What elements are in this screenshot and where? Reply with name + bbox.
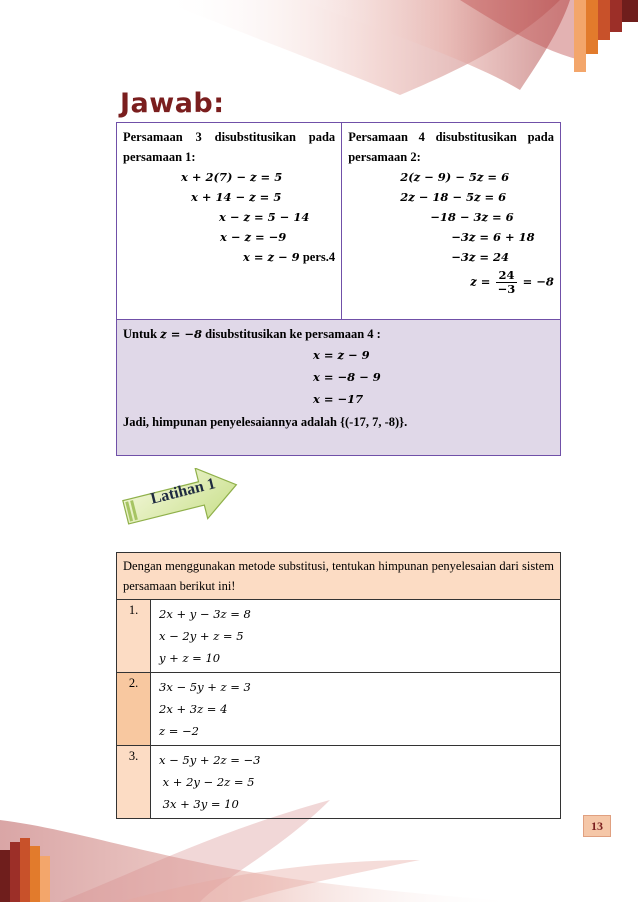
right-eq-4: −3z = 6 + 18 (451, 230, 535, 244)
exercise-3-eq-3: 3x + 3y = 10 (159, 797, 239, 811)
right-eq-5: −3z = 24 (451, 250, 510, 264)
exercise-2-eq-1: 3x − 5y + z = 3 (159, 680, 251, 694)
fraction (496, 269, 516, 296)
right-eq-3: −18 − 3z = 6 (430, 210, 514, 224)
left-eq-4: x − z = −9 (220, 230, 287, 244)
fraction-rhs: = −8 (522, 274, 554, 289)
left-eq-suffix: pers.4 (299, 250, 336, 264)
exercise-2-eq-3: z = −2 (159, 724, 199, 738)
fraction-numerator: 24 (498, 268, 515, 282)
right-intro-1: Persamaan 4 disubstitusikan pada (348, 130, 554, 144)
exercise-3-eq-2: x + 2y − 2z = 5 (159, 775, 255, 789)
left-eq-1: x + 2(7) − z = 5 (181, 170, 283, 184)
bottom-eq-2: x = −8 − 9 (313, 370, 381, 384)
bottom-intro-post: disubstitusikan ke persamaan 4 : (205, 327, 381, 341)
right-intro-2: persamaan 2: (348, 150, 421, 164)
left-eq-2: x + 14 − z = 5 (191, 190, 282, 204)
right-eq-2: 2z − 18 − 5z = 6 (400, 190, 507, 204)
exercise-table (116, 552, 561, 819)
page-number: 13 (583, 815, 611, 837)
bottom-intro-math: z = −8 (160, 327, 202, 341)
right-eq-1: 2(z − 9) − 5z = 6 (400, 170, 510, 184)
exercise-1-eq-3: y + z = 10 (159, 651, 221, 665)
exercise-item-3 (117, 746, 561, 819)
exercise-instruction: Dengan menggunakan metode substitusi, tentukan himpunan penyelesaian dari sistem persamaan berikut ini! (117, 553, 561, 600)
bottom-intro (123, 324, 554, 344)
solution-table (116, 122, 561, 456)
exercise-item-2 (117, 673, 561, 746)
exercise-3-eq-1: x − 5y + 2z = −3 (159, 753, 261, 767)
exercise-num-2: 2. (117, 673, 151, 746)
exercise-item-1 (117, 600, 561, 673)
right-cell (342, 123, 561, 320)
bottom-intro-pre: Untuk (123, 327, 158, 341)
right-fraction-line (348, 269, 554, 296)
left-intro-2: persamaan 1: (123, 150, 196, 164)
conclusion-cell (117, 320, 561, 456)
left-intro-1: Persamaan 3 disubstitusikan pada (123, 130, 336, 144)
exercise-2-eq-2: 2x + 3z = 4 (159, 702, 228, 716)
heading: Jawab: (120, 88, 225, 119)
bottom-eq-1: x = z − 9 (313, 348, 370, 362)
left-eq-3: x − z = 5 − 14 (219, 210, 310, 224)
fraction-lhs: z = (470, 274, 491, 289)
conclusion-text: Jadi, himpunan penyelesaiannya adalah {(-17, 7, -8)}. (123, 415, 408, 429)
left-eq-5: x = z − 9 (243, 250, 300, 264)
exercise-num-1: 1. (117, 600, 151, 673)
fraction-denominator: −3 (497, 282, 516, 296)
left-cell (117, 123, 342, 320)
bottom-eq-3: x = −17 (313, 392, 364, 406)
exercise-1-eq-1: 2x + y − 3z = 8 (159, 607, 251, 621)
exercise-1-eq-2: x − 2y + z = 5 (159, 629, 244, 643)
exercise-num-3: 3. (117, 746, 151, 819)
latihan-label: Latihan 1 (148, 475, 218, 508)
